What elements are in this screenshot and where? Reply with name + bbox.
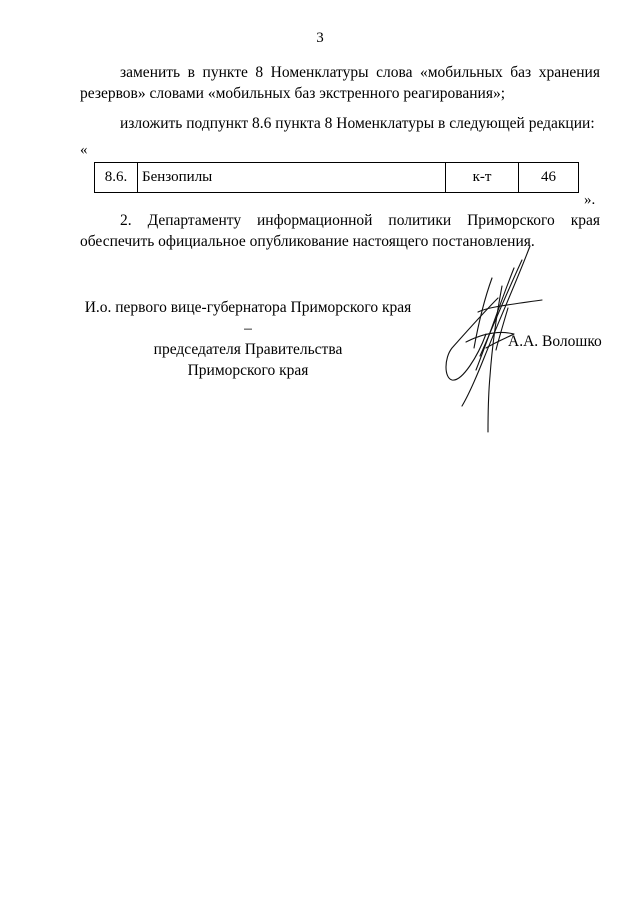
- page-number: 3: [316, 30, 324, 46]
- quantity-cell: 46: [519, 163, 579, 193]
- opening-quote: «: [80, 142, 88, 158]
- signatory-position-line: председателя Правительства: [153, 341, 343, 358]
- table-row: [95, 163, 579, 193]
- nomenclature-table: [94, 162, 579, 193]
- paragraph-amend-subclause: изложить подпункт 8.6 пункта 8 Номенклатуры в следующей редакции:: [120, 115, 595, 132]
- paragraph-publication-order: 2. Департаменту информационной политики Приморского края обеспечить официальное опубликование настоящего постановления.: [80, 212, 600, 250]
- paragraph-replace-words: заменить в пункте 8 Номенклатуры слова «мобильных баз хранения резервов» словами «мобильных баз экстренного реагирования»;: [80, 64, 600, 102]
- signatory-position: [80, 297, 416, 381]
- signatory-position-line: Приморского края: [187, 362, 309, 379]
- item-name-cell: Бензопилы: [138, 163, 446, 193]
- closing-quote: ».: [584, 192, 596, 208]
- item-number-cell: 8.6.: [95, 163, 138, 193]
- unit-cell: к-т: [446, 163, 519, 193]
- signatory-name: А.А. Волошко: [508, 333, 602, 350]
- signatory-position-line: И.о. первого вице-губернатора Приморского края –: [84, 299, 412, 337]
